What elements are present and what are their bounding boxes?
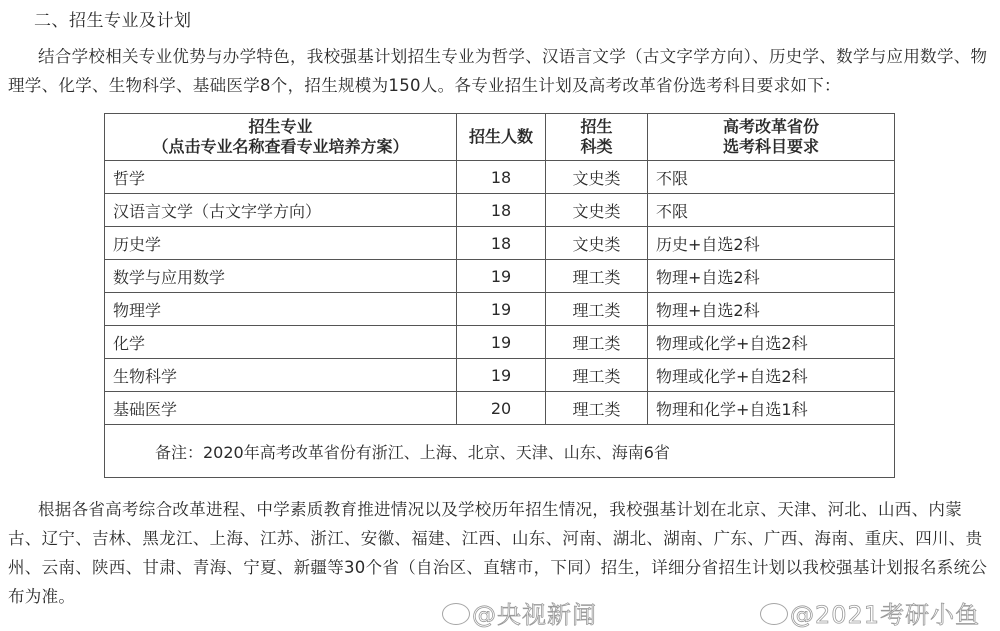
watermark-user-text: @2021考研小鱼 [790,601,981,629]
enrollment-count: 18 [457,227,546,260]
subject-requirement: 物理或化学+自选2科 [648,326,895,359]
weibo-logo-icon [760,603,788,625]
major-link[interactable]: 汉语言文学（古文字学方向） [105,194,457,227]
enrollment-count: 18 [457,194,546,227]
table-row [105,260,895,293]
major-link[interactable]: 数学与应用数学 [105,260,457,293]
weibo-logo-icon [442,603,470,625]
subject-category: 文史类 [546,161,648,194]
table-header-row [105,114,895,161]
subject-category: 理工类 [546,293,648,326]
table-row [105,359,895,392]
subject-requirement: 物理+自选2科 [648,260,895,293]
subject-category: 理工类 [546,359,648,392]
subject-category: 理工类 [546,260,648,293]
header-requirement-line1: 高考改革省份 [722,117,819,136]
subject-category: 文史类 [546,227,648,260]
header-major-hint: （点击专业名称查看专业培养方案） [152,137,409,156]
intro-paragraph: 结合学校相关专业优势与办学特色，我校强基计划招生专业为哲学、汉语言文学（古文字学方向）、历史学、数学与应用数学、物理学、化学、生物科学、基础医学8个，招生规模为150人。各专业招生计划及高考改革省份选考科目要求如下： [8,47,988,95]
header-category-line1: 招生 [580,117,613,136]
table-row [105,161,895,194]
subject-requirement: 不限 [648,194,895,227]
subject-requirement: 历史+自选2科 [648,227,895,260]
header-requirement-line2: 选考科目要求 [722,137,819,156]
enrollment-count: 19 [457,326,546,359]
header-count: 招生人数 [457,114,546,161]
table-note: 备注：2020年高考改革省份有浙江、上海、北京、天津、山东、海南6省 [105,425,895,478]
header-major-title: 招生专业 [248,117,313,136]
major-link[interactable]: 基础医学 [105,392,457,425]
subject-requirement: 物理和化学+自选1科 [648,392,895,425]
major-link[interactable]: 物理学 [105,293,457,326]
watermark-cctv [442,595,597,630]
enrollment-count: 20 [457,392,546,425]
major-link[interactable]: 历史学 [105,227,457,260]
major-link[interactable]: 生物科学 [105,359,457,392]
enrollment-count: 19 [457,359,546,392]
major-link[interactable]: 化学 [105,326,457,359]
watermark-cctv-text: @央视新闻 [472,601,597,629]
header-major [105,114,457,161]
subject-category: 理工类 [546,326,648,359]
table-row [105,392,895,425]
closing-paragraph: 根据各省高考综合改革进程、中学素质教育推进情况以及学校历年招生情况，我校强基计划在北京、天津、河北、山西、内蒙古、辽宁、吉林、黑龙江、上海、江苏、浙江、安徽、福建、江西、山东、河南、湖北、湖南、广东、广西、海南、重庆、四川、贵州、云南、陕西、甘肃、青海、宁夏、新疆等30个省（自治区、直辖市，下同）招生，详细分省招生计划以我校强基计划报名系统公布为准。 [8,500,988,606]
section-heading: 二、招生专业及计划 [34,11,192,31]
subject-requirement: 物理或化学+自选2科 [648,359,895,392]
enrollment-count: 18 [457,161,546,194]
subject-requirement: 物理+自选2科 [648,293,895,326]
table-row [105,326,895,359]
subject-requirement: 不限 [648,161,895,194]
table-row [105,194,895,227]
enrollment-count: 19 [457,260,546,293]
header-category [546,114,648,161]
enrollment-plan-table [104,113,895,478]
enrollment-count: 19 [457,293,546,326]
header-requirement [648,114,895,161]
table-row [105,293,895,326]
watermark-user [760,595,980,630]
header-category-line2: 科类 [580,137,613,156]
major-link[interactable]: 哲学 [105,161,457,194]
subject-category: 文史类 [546,194,648,227]
subject-category: 理工类 [546,392,648,425]
table-note-row [105,425,895,478]
table-row [105,227,895,260]
